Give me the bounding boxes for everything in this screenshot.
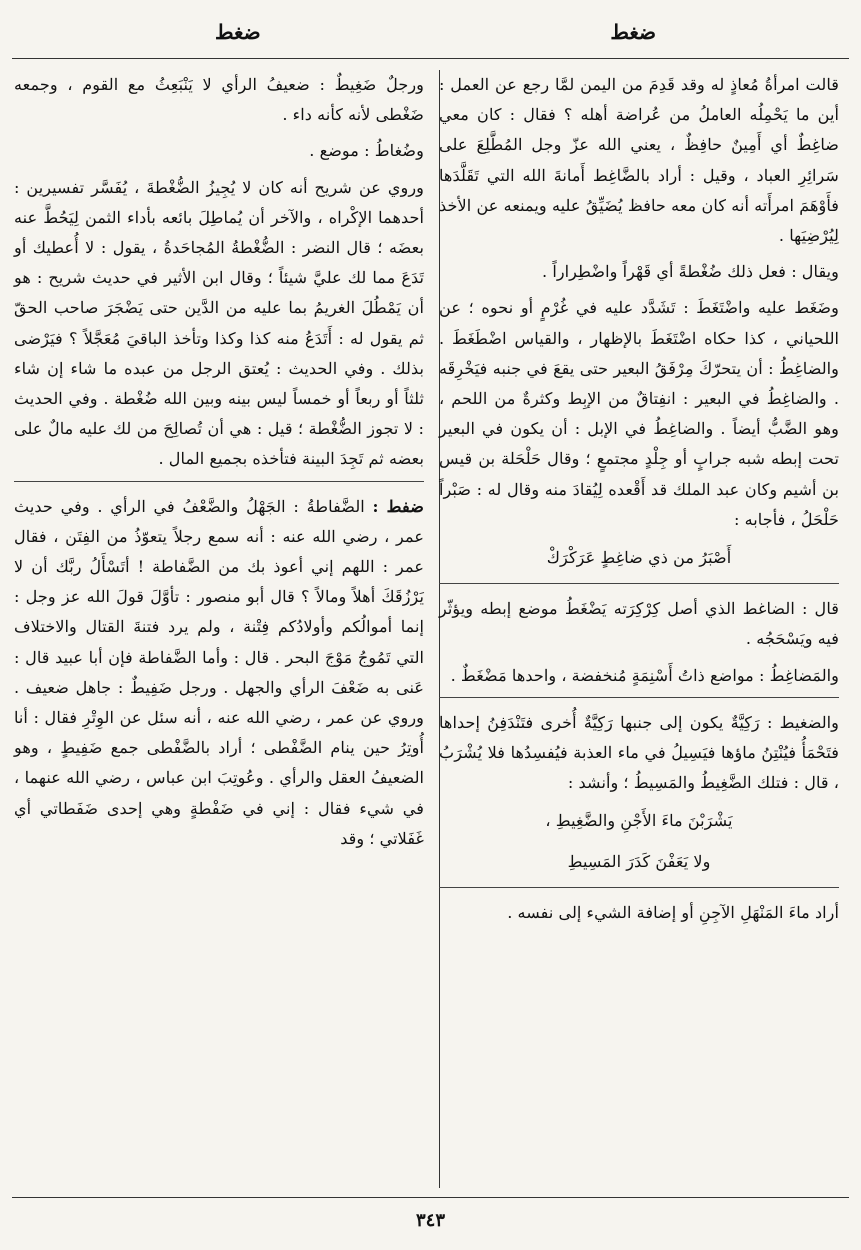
verse2-separator	[439, 887, 839, 888]
right-paragraph-2: ويقال : فعل ذلك ضُغْطةً أي قَهْراً واضْطِراراً .	[542, 262, 839, 282]
right-paragraph-7: أراد ماءَ المَنْهَلِ الآجِنِ أو إضافة الشيء إلى نفسه .	[507, 902, 839, 922]
left-paragraph-2: وضُغاطُ : موضع .	[309, 141, 424, 161]
verse2-line-1: يَشْرَبْنَ ماءَ الأَجْنِ والضَّغِيطِ ،	[545, 811, 733, 831]
left-column	[14, 70, 424, 860]
right-column	[439, 70, 839, 934]
header-rule	[12, 58, 849, 59]
verse2-line-2: ولا يَعَفْنَ كَدَرَ المَسِيطِ	[567, 851, 711, 871]
header-headword-right: ضغط	[610, 20, 656, 44]
right-paragraph-1: قالت امرأةُ مُعاذٍ له وقد قَدِمَ من اليمن لمَّا رجع عن العمل : أين ما يَحْمِلُه العاملُ من عُراضة أهله ؟ فقال : كان معي ضاغِطٌ أي أَمِينٌ حافِظٌ ، يعني الله عزّ وجل المُطَّلِعَ على سَرائِرِ العباد ، وقيل : أراد بالضَّاغِط أَمانةَ الله التي تَقَلَّدَها فأَوْهَمَ امرأَته أنه كان معه حافظ يُضَيِّقُ عليه ويمنعه عن الأخذ لِيُرْضِيَها .	[439, 75, 839, 246]
right-paragraph-5: والمَضاغِطُ : مواضع ذاتُ أَسْنِمَةٍ مُنخفضة ، واحدها مَضْغَطٌ .	[450, 665, 839, 685]
left-paragraph-3: وروي عن شريح أنه كان لا يُجِيزُ الضُّغْطةَ ، يُفَسَّر تفسيرين : أحدهما الإكْراه ، والآخر أن يُماطِلَ بائعه بأداء الثمن لِيَحُطَّ عنه بعضَه ؛ قال النضر : الضُّغْطةُ المُجاحَدةُ ، يقول : لا أُعطيك أو تَدَعَ مما لك عليَّ شيئاً ؛ وقال ابن الأثير في حديث شريح : هو أن يَمْطُلَ الغريمُ بما عليه من الدَّين حتى يَضْجَرَ صاحب الحقّ ثم يقول له : أَتَدَعُ منه كذا وكذا وتأخذ الباقيَ مُعَجَّلاً ؟ فيَرْضى بذلك . وفي الحديث : يُعتق الرجل من عبده ما شاء إن شاء ثلثاً أو ربعاً أو خمساً ليس بينه وبين الله ضُغْطة . وفي الحديث : لا تجوز الضُّغْطة ؛ قيل : هي أن تُصالِحَ من لك عليه مالٌ على بعضه ثم تَجِدَ البينة فتأخذه بجميع المال .	[14, 177, 424, 469]
entry-separator	[14, 481, 424, 482]
right-paragraph-3: وضَغَط عليه واضْتَغَطَ : تَشَدَّد عليه في غُرْمٍ أو نحوه ؛ عن اللحياني ، كذا حكاه اضْتَغَطَ بالإظهار ، والقياس اضْطَغَطَ . والضاغِطُ : أن يتحرّكَ مِرْفَقُ البعير حتى يقعَ في جنبه فيَخْرِقَه . والضاغِطُ في البعير : انفِتاقٌ من الإبِط وكثرةٌ من اللحم ، وهو الضَّبُّ أيضاً . والضاغِطُ في الإبل : أن يكون في البعير تحت إبطه شبه جرابٍ أو جِلْدٍ مجتمعٍ ؛ وقال حَلْحَلة بن قيس بن أشيم وكان عبد الملك قد أَقْعده لِيُقادَ منه وقال له : صَبْراً حَلْحَلُ ، فأجابه :	[439, 298, 839, 529]
left-paragraph-1: ورجلٌ ضَغِيطٌ : ضعيفُ الرأي لا يَنْبَعِثُ مع القوم ، وجمعه ضَغْطى لأنه كأنه داء .	[14, 75, 424, 125]
paragraph-separator	[439, 697, 839, 698]
header-headword-left: ضغط	[215, 20, 261, 44]
footer-rule	[12, 1197, 849, 1198]
entry-headword: ضفط :	[372, 496, 424, 516]
left-paragraph-4	[14, 492, 424, 854]
verse-line: أَصْبَرُ من ذي ضاغِطٍ عَرَكْرَكْ	[546, 548, 732, 568]
entry-body: الضَّفاطةُ : الجَهْلُ والضَّعْفُ في الرأي . وفي حديث عمر ، رضي الله عنه : أنه سمع رجلاً يتعوّذُ من الفِتَن ، فقال عمر : اللهم إني أعوذ بك من الضَّفاطة ! أتَسْأَلُ ربَّك أن لا يَرْزُقَكَ أهلاً ومالاً ؟ قال أبو منصور : تأوَّلَ قولَ الله عز وجل : إنما أموالُكم وأولادُكم فِتْنة ، ولم يرد فتنةَ القتال والاختلاف التي تَمُوجُ مَوْجَ البحر . قال : وأما الضَّفاطة فإن أبا عبيد قال : عَنى به ضَعْفَ الرأي والجهل . ورجل ضَفِيطٌ : جاهل ضعيف . وروي عن عمر ، رضي الله عنه ، أنه سئل عن الوِتْرِ فقال : أنا أُوتِرُ حين ينام الضَّفْطى ؛ أراد بالضَّفْطى جمع ضَفِيطٍ ، وهو الضعيفُ العقل والرأي . وعُوتِبَ ابن عباس ، رضي الله عنهما ، في شيء فقال : إني في ضَفْطةٍ وهي إحدى ضَفَطاتي أي غَفَلاتي ؛ وقد	[14, 496, 424, 848]
right-paragraph-4: قال : الضاغط الذي أصل كِرْكِرَته يَضْغَطُ موضع إبطه ويؤثّر فيه ويَسْحَجُه .	[439, 599, 839, 649]
right-paragraph-6: والضغيط : رَكِيَّةٌ يكون إلى جنبها رَكِيَّةٌ أُخرى فتَنْدَفِنُ إحداها فتَحْمَأُ فيُنْتِنُ ماؤها فيَسِيلُ في ماء العذبة فيُفسِدُها فلا يُشْرَبُ ، قال : فتلك الضَّغِيطُ والمَسِيطُ ؛ وأنشد :	[439, 712, 839, 793]
verse-separator	[439, 583, 839, 584]
page-number: ٣٤٣	[415, 1210, 445, 1231]
